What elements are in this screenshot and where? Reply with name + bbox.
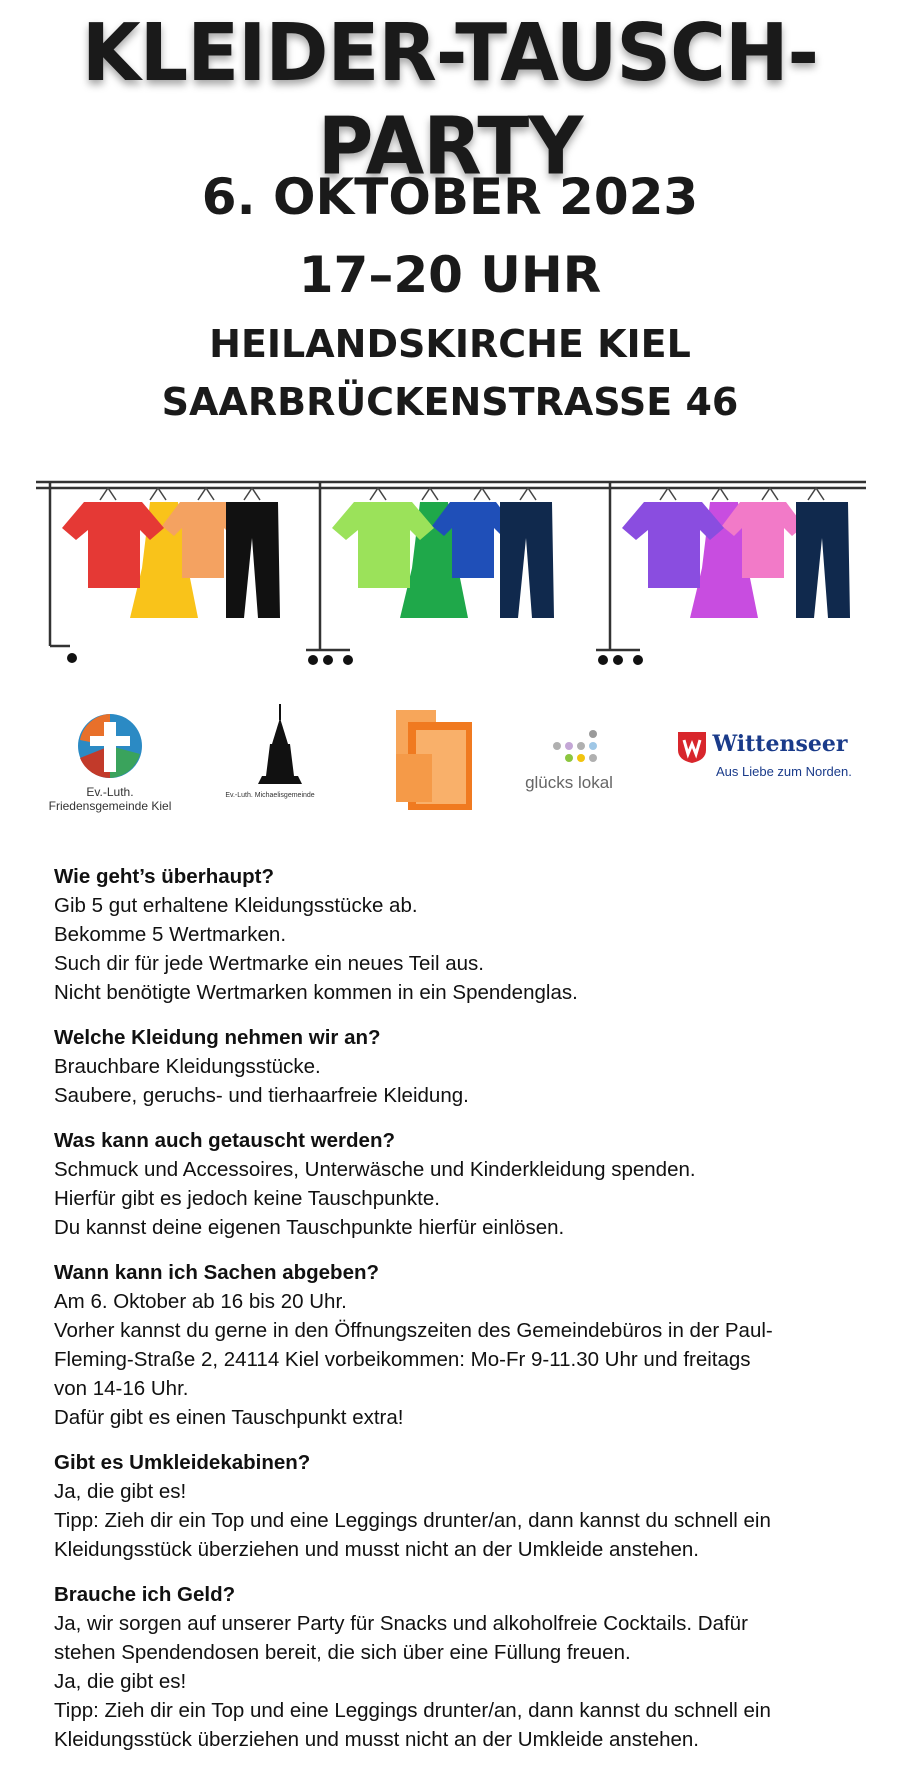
faq-answer: Ja, die gibt es! Tipp: Zieh dir ein Top und eine Leggings drunter/an, dann kannst du schnell ein Kleidungsstück überziehen und musst nicht an der Umkleide anstehen. [54,1480,771,1561]
michaelisgemeinde-text: Ev.-Luth. Michaelisgemeinde [225,792,315,799]
orange-squares-logo [394,708,478,819]
wittenseer-tagline: Aus Liebe zum Norden. [716,764,852,779]
rack-2-pants [500,502,554,618]
friedensgemeinde-line2: Friedensgemeinde Kiel [48,799,172,813]
friedensgemeinde-line1: Ev.-Luth. [86,785,134,799]
event-date: 6. OKTOBER 2023 [201,168,699,226]
faq-answer: Gib 5 gut erhaltene Kleidungsstücke ab. Bekomme 5 Wertmarken. Such dir für jede Wertmarke ein neues Teil aus. Nicht benötigte Wertmarken kommen in ein Spendenglas. [54,894,578,1004]
gluecks-lokal-logo [524,728,614,793]
wittenseer-logo [676,730,876,779]
event-address: SAARBRÜCKENSTRASSE 46 [161,380,739,424]
faq-item [54,862,854,1007]
sponsor-logos [0,700,900,820]
faq-question: Was kann auch getauscht werden? [54,1129,395,1152]
faq-item [54,1258,854,1432]
michaelisgemeinde-logo [210,700,330,803]
faq-question: Welche Kleidung nehmen wir an? [54,1026,381,1049]
faq-item [54,1580,854,1754]
wittenseer-name: Wittenseer [712,731,848,758]
dots-icon [539,728,599,768]
event-time: 17–20 UHR [298,246,602,304]
mosaic-cross-icon [40,710,180,780]
event-title: KLEIDER-TAUSCH-PARTY [81,5,819,193]
gluecks-lokal-text: glücks lokal [525,773,613,792]
hangers [100,488,824,500]
faq-item [54,1448,854,1564]
rack-2-clothes [332,502,554,618]
clothing-racks-illustration [30,468,870,678]
faq-question: Brauche ich Geld? [54,1583,236,1606]
wittenseer-shield-icon [676,730,708,764]
rack-wheels [67,653,643,665]
rack-3-pants [796,502,850,618]
faq-answer: Schmuck und Accessoires, Unterwäsche und Kinderkleidung spenden. Hierfür gibt es jedoch keine Tauschpunkte. Du kannst deine eigenen Tauschpunkte hierfür einlösen. [54,1158,696,1239]
faq-section [54,862,854,1770]
event-location: HEILANDSKIRCHE KIEL [209,322,691,366]
faq-item [54,1023,854,1110]
faq-answer: Ja, wir sorgen auf unserer Party für Snacks und alkoholfreie Cocktails. Dafür stehen Spendendosen bereit, die sich über eine Füllung freuen. Ja, die gibt es! Tipp: Zieh dir ein Top und eine Leggings drunter/an, dann kannst du schnell ein Kleidungsstück überziehen und musst nicht an der Umkleide anstehen. [54,1612,771,1751]
faq-question: Gibt es Umkleidekabinen? [54,1451,311,1474]
faq-item [54,1126,854,1242]
faq-question: Wie geht’s überhaupt? [54,865,275,888]
faq-question: Wann kann ich Sachen abgeben? [54,1261,380,1284]
rack-1-pants [226,502,280,618]
rack-3-clothes [622,502,850,618]
orange-blocks-icon [394,708,478,814]
faq-answer: Brauchbare Kleidungsstücke. Saubere, geruchs- und tierhaarfreie Kleidung. [54,1055,469,1107]
friedensgemeinde-logo [40,710,180,813]
rack-1-clothes [62,502,280,618]
faq-answer: Am 6. Oktober ab 16 bis 20 Uhr. Vorher kannst du gerne in den Öffnungszeiten des Gemeindebüros in der Paul- Fleming-Straße 2, 24114 Kiel vorbeikommen: Mo-Fr 9-11.30 Uhr und freitags von 14-16 Uhr. Dafür gibt es einen Tauschpunkt extra! [54,1290,773,1429]
church-tower-icon [210,700,330,790]
